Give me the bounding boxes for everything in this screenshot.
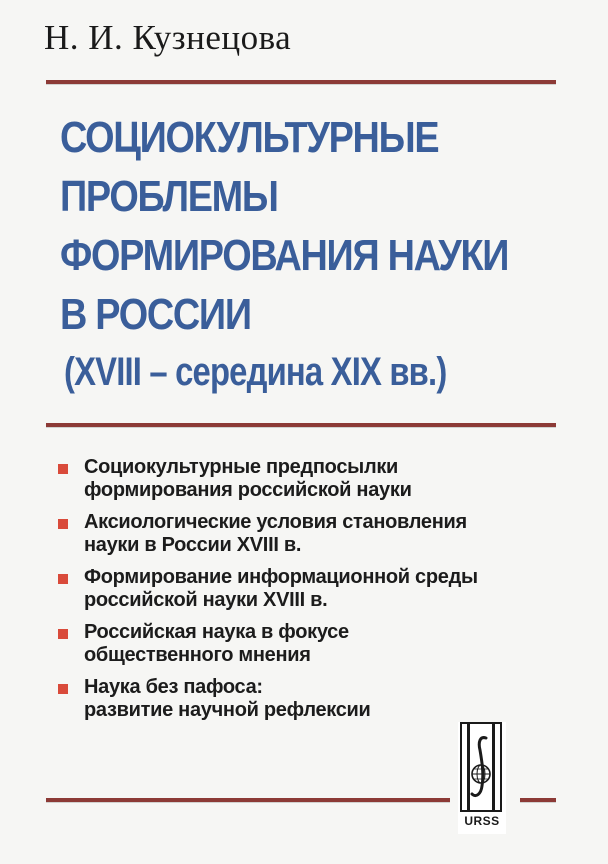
- list-item: [58, 676, 538, 722]
- topic-line: Формирование информационной среды: [84, 566, 478, 588]
- title-line: В РОССИИ: [60, 290, 251, 339]
- publisher-name: URSS: [464, 814, 500, 828]
- title-line: ПРОБЛЕМЫ: [60, 172, 278, 221]
- topic-line: Аксиологические условия становления: [84, 511, 467, 533]
- book-subtitle: (XVIII – середина XIX вв.): [64, 350, 447, 394]
- bottom-divider-right: [520, 798, 556, 802]
- topic-line: формирования российской науки: [84, 479, 412, 501]
- book-title: [60, 108, 507, 344]
- square-bullet-icon: [58, 464, 68, 474]
- topic-line: науки в России XVIII в.: [84, 534, 302, 556]
- list-item: [58, 621, 538, 667]
- list-item: [58, 566, 538, 612]
- square-bullet-icon: [58, 574, 68, 584]
- title-line: СОЦИОКУЛЬТУРНЫЕ: [60, 113, 439, 162]
- bottom-divider-left: [46, 798, 450, 802]
- publisher-logo: [458, 722, 506, 834]
- list-item: [58, 456, 538, 502]
- title-line: ФОРМИРОВАНИЯ НАУКИ: [60, 231, 509, 280]
- topic-line: Социокультурные предпосылки: [84, 456, 399, 478]
- topic-line: общественного мнения: [84, 644, 311, 666]
- top-divider: [46, 80, 556, 84]
- list-item: [58, 511, 538, 557]
- topic-line: российской науки XVIII в.: [84, 589, 328, 611]
- topic-line: Наука без пафоса:: [84, 676, 263, 698]
- topic-line: Российская наука в фокусе: [84, 621, 349, 643]
- topic-list: [58, 456, 538, 731]
- middle-divider: [46, 423, 556, 427]
- topic-line: развитие научной рефлексии: [84, 699, 371, 721]
- square-bullet-icon: [58, 519, 68, 529]
- square-bullet-icon: [58, 629, 68, 639]
- integral-globe-icon: [460, 732, 502, 802]
- square-bullet-icon: [58, 684, 68, 694]
- author-name: Н. И. Кузнецова: [44, 18, 292, 57]
